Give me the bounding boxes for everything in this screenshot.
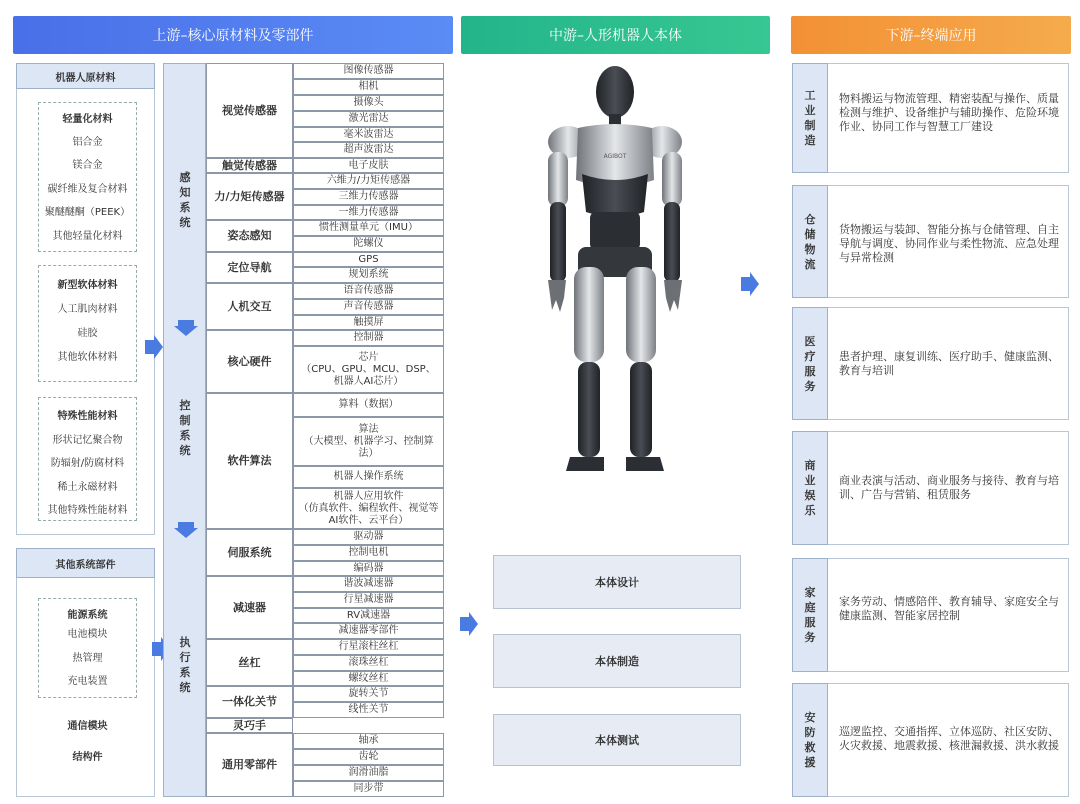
material-item: 铝合金 bbox=[72, 137, 103, 148]
app-title bbox=[792, 63, 828, 173]
step-manufacture bbox=[493, 634, 741, 688]
component-item: 螺纹丝杠 bbox=[293, 671, 444, 686]
app-desc: 商业表演与活动、商业服务与接待、教育与培训、广告与营销、租赁服务 bbox=[839, 474, 1059, 501]
step-manufacture-label: 本体制造 bbox=[595, 655, 639, 668]
downstream-header-text: 下游–终端应用 bbox=[885, 28, 977, 44]
component-item: 触摸屏 bbox=[293, 315, 444, 330]
material-item: 碳纤维及复合材料 bbox=[47, 184, 128, 195]
cat-dexterous-hand: 灵巧手 bbox=[206, 718, 293, 733]
material-item: 镁合金 bbox=[72, 160, 103, 171]
cat-core-hardware: 核心硬件 bbox=[206, 330, 293, 393]
step-test-label: 本体测试 bbox=[595, 734, 639, 747]
component-item: 齿轮 bbox=[293, 749, 444, 765]
component-item: 芯片 （CPU、GPU、MCU、DSP、机器人AI芯片） bbox=[293, 346, 444, 393]
app-desc: 患者护理、康复训练、医疗助手、健康监测、教育与培训 bbox=[839, 350, 1059, 377]
material-item: 聚醚醚酮（PEEK） bbox=[44, 207, 131, 218]
app-title-text: 工业制造 bbox=[804, 89, 816, 147]
system-exec: 执行系统 bbox=[179, 636, 191, 694]
upstream-header-text: 上游–核心原材料及零部件 bbox=[152, 28, 314, 44]
materials-title bbox=[16, 63, 155, 89]
other-parts-title-text: 其他系统部件 bbox=[55, 559, 116, 571]
component-item: 一维力传感器 bbox=[293, 205, 444, 220]
cat-servo: 伺服系统 bbox=[206, 529, 293, 576]
cat-posture: 姿态感知 bbox=[206, 220, 293, 252]
cat-reducer: 减速器 bbox=[206, 576, 293, 639]
cat-hci: 人机交互 bbox=[206, 283, 293, 330]
component-item: 行星滚柱丝杠 bbox=[293, 639, 444, 655]
arrow-right-icon bbox=[741, 272, 759, 296]
humanoid-robot-image bbox=[520, 62, 710, 487]
material-item: 稀土永磁材料 bbox=[57, 482, 118, 493]
comm-module: 通信模块 bbox=[67, 721, 108, 732]
component-item: 减速器零部件 bbox=[293, 623, 444, 639]
app-title bbox=[792, 185, 828, 298]
component-item: 惯性测量单元（IMU） bbox=[293, 220, 444, 236]
energy-item: 电池模块 bbox=[67, 629, 108, 640]
app-title-text: 安防救援 bbox=[804, 711, 816, 769]
cat-force: 力/力矩传感器 bbox=[206, 173, 293, 220]
component-item: 驱动器 bbox=[293, 529, 444, 545]
step-design bbox=[493, 555, 741, 609]
app-title-text: 商业娱乐 bbox=[804, 459, 816, 517]
component-item: RV减速器 bbox=[293, 608, 444, 623]
energy-item: 充电装置 bbox=[67, 676, 108, 687]
component-item: 相机 bbox=[293, 79, 444, 95]
system-sense: 感知系统 bbox=[179, 171, 191, 229]
app-title-text: 仓储物流 bbox=[804, 212, 816, 271]
system-control: 控制系统 bbox=[179, 399, 191, 457]
upstream-header bbox=[13, 16, 453, 54]
cat-joint: 一体化关节 bbox=[206, 686, 293, 718]
component-item: 陀螺仪 bbox=[293, 236, 444, 252]
group-title: 新型软体材料 bbox=[57, 280, 118, 291]
component-item: 声音传感器 bbox=[293, 299, 444, 315]
component-item: 轴承 bbox=[293, 733, 444, 749]
material-item: 防辐射/防腐材料 bbox=[50, 458, 125, 469]
arrow-right-icon bbox=[460, 612, 478, 636]
components-grid bbox=[206, 63, 444, 797]
app-desc: 物料搬运与物流管理、精密装配与操作、质量检测与维护、设备维护与辅助操作、危险环境作业、协同工作与智慧工厂建设 bbox=[839, 92, 1059, 133]
component-item: 六维力/力矩传感器 bbox=[293, 173, 444, 189]
component-item: GPS bbox=[293, 252, 444, 267]
midstream-header bbox=[461, 16, 770, 54]
arrow-down-icon bbox=[174, 522, 198, 538]
group-title: 轻量化材料 bbox=[62, 114, 113, 125]
component-item: 控制电机 bbox=[293, 545, 444, 561]
component-item: 线性关节 bbox=[293, 702, 444, 718]
component-item: 行星减速器 bbox=[293, 592, 444, 608]
arrow-right-icon bbox=[145, 335, 163, 359]
step-test bbox=[493, 714, 741, 766]
component-item: 激光雷达 bbox=[293, 111, 444, 127]
component-item: 算料（数据） bbox=[293, 393, 444, 417]
cat-general-parts: 通用零部件 bbox=[206, 733, 293, 797]
material-item: 其他轻量化材料 bbox=[52, 231, 123, 242]
app-desc: 巡逻监控、交通指挥、立体巡防、社区安防、火灾救援、地震救援、核泄漏救援、洪水救援 bbox=[839, 725, 1059, 752]
component-item: 毫米波雷达 bbox=[293, 127, 444, 142]
cat-software: 软件算法 bbox=[206, 393, 293, 529]
component-item: 机器人操作系统 bbox=[293, 466, 444, 488]
component-item: 摄像头 bbox=[293, 95, 444, 111]
component-item: 规划系统 bbox=[293, 267, 444, 283]
group-title: 特殊性能材料 bbox=[57, 411, 118, 422]
material-item: 形状记忆聚合物 bbox=[52, 435, 123, 446]
component-item: 编码器 bbox=[293, 561, 444, 576]
component-item: 算法 （大模型、机器学习、控制算法） bbox=[293, 417, 444, 466]
component-item: 超声波雷达 bbox=[293, 142, 444, 158]
robot-logo: AGIBOT bbox=[603, 153, 627, 160]
component-item: 同步带 bbox=[293, 781, 444, 797]
material-item: 人工肌肉材料 bbox=[57, 304, 118, 315]
component-item: 语音传感器 bbox=[293, 283, 444, 299]
component-item: 图像传感器 bbox=[293, 63, 444, 79]
app-title-text: 医疗服务 bbox=[804, 334, 816, 393]
app-desc: 货物搬运与装卸、智能分拣与仓储管理、自主导航与调度、协同作业与柔性物流、应急处理与异常检测 bbox=[839, 223, 1059, 264]
app-title bbox=[792, 558, 828, 672]
material-item: 硅胶 bbox=[77, 328, 98, 339]
materials-title-text: 机器人原材料 bbox=[55, 72, 116, 84]
downstream-header bbox=[791, 16, 1071, 54]
component-item: 电子皮肤 bbox=[293, 158, 444, 173]
energy-title: 能源系统 bbox=[67, 610, 108, 621]
step-design-label: 本体设计 bbox=[595, 576, 639, 589]
app-title-text: 家庭服务 bbox=[804, 586, 816, 644]
app-desc: 家务劳动、情感陪伴、教育辅导、家庭安全与健康监测、智能家居控制 bbox=[839, 595, 1059, 622]
component-item: 谐波减速器 bbox=[293, 576, 444, 592]
app-title bbox=[792, 431, 828, 545]
app-title bbox=[792, 307, 828, 420]
midstream-header-text: 中游–人形机器人本体 bbox=[549, 28, 682, 44]
arrow-down-icon bbox=[174, 320, 198, 336]
component-item: 机器人应用软件 （仿真软件、编程软件、视觉等AI软件、云平台） bbox=[293, 488, 444, 529]
component-item: 润滑油脂 bbox=[293, 765, 444, 781]
cat-tactile: 触觉传感器 bbox=[206, 158, 293, 173]
cat-navigation: 定位导航 bbox=[206, 252, 293, 283]
app-title bbox=[792, 683, 828, 797]
material-item: 其他软体材料 bbox=[57, 352, 118, 363]
component-item: 滚珠丝杠 bbox=[293, 655, 444, 671]
other-parts-title bbox=[16, 548, 155, 578]
energy-item: 热管理 bbox=[72, 653, 103, 664]
cat-screw: 丝杠 bbox=[206, 639, 293, 686]
component-item: 三维力传感器 bbox=[293, 189, 444, 205]
component-item: 旋转关节 bbox=[293, 686, 444, 702]
material-item: 其他特殊性能材料 bbox=[47, 505, 128, 516]
structure-parts: 结构件 bbox=[72, 752, 103, 763]
component-item: 控制器 bbox=[293, 330, 444, 346]
cat-vision: 视觉传感器 bbox=[206, 63, 293, 158]
